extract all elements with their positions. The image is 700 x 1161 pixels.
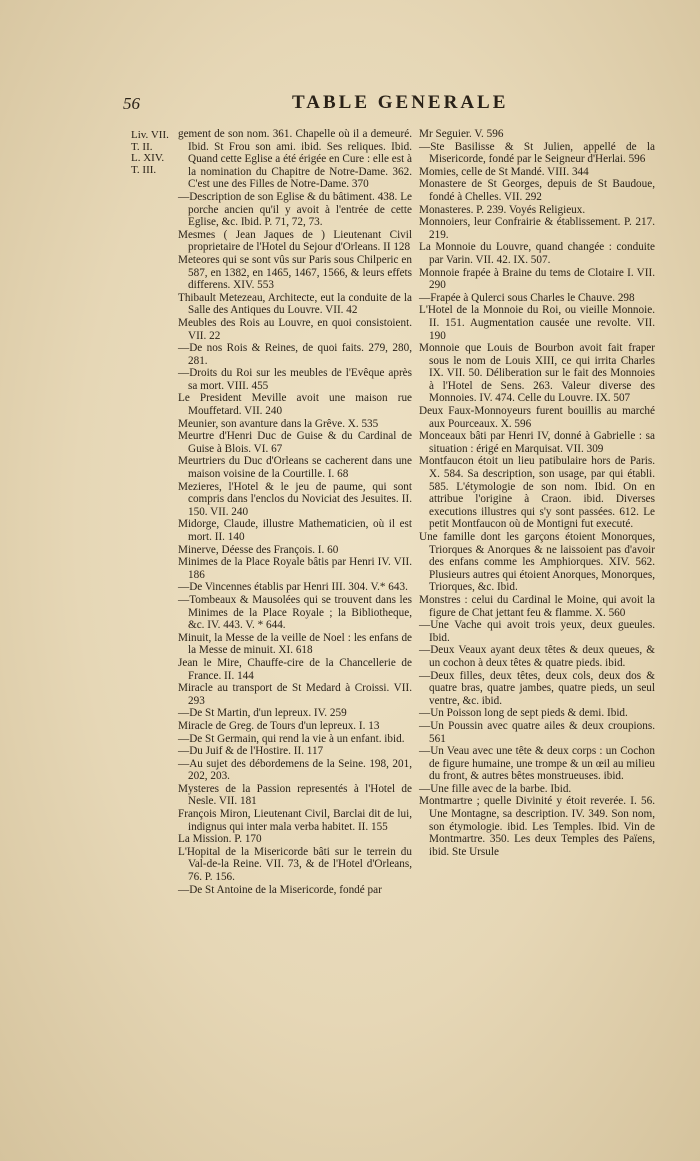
index-entry: —De Vincennes établis par Henri III. 304. V.* 643. xyxy=(178,581,408,594)
index-entry: —Une fille avec de la barbe. Ibid. xyxy=(419,782,572,795)
index-entry: —Au sujet des débordemens de la Seine. 198, 201, 202, 203. xyxy=(178,757,412,783)
index-entry: Montmartre ; quelle Divinité y étoit reverée. I. 56. Une Montagne, sa description. IV. 349. Son nom, son étymologie. ibid. Les Temples. Ibid. Vin de Montmartre. 350. Les deux Temples des Païens, ibid. Ste Ursule xyxy=(419,795,655,858)
index-entry: Monstres : celui du Cardinal le Moine, qui avoit la figure de Chat jettant feu & flamme. X. 560 xyxy=(419,593,655,619)
index-entry: —Un Poisson long de sept pieds & demi. Ibid. xyxy=(419,707,628,720)
index-entry: Momies, celle de St Mandé. VIII. 344 xyxy=(419,165,589,178)
index-entry: —Description de son Eglise & du bâtiment. 438. Le porche ancien qu'il y avoit à l'entrée de cette Eglise, &c. Ibid. P. 71, 72, 73. xyxy=(178,190,412,229)
index-entry: Meubles des Rois au Louvre, en quoi consistoient. VII. 22 xyxy=(178,316,412,342)
index-column-right xyxy=(419,128,655,858)
index-entry: —Tombeaux & Mausolées qui se trouvent dans les Minimes de la Place Royale ; la Bibliotheque, &c. IV. 443. V. * 644. xyxy=(178,593,412,632)
margin-note: Liv. VII. xyxy=(131,129,169,141)
index-entry: —Un Poussin avec quatre ailes & deux croupions. 561 xyxy=(419,719,655,745)
index-entry: L'Hotel de la Monnoie du Roi, ou vieille Monnoie. II. 151. Augmentation causée une revolte. VII. 190 xyxy=(419,304,655,342)
index-entry: Thibault Metezeau, Architecte, eut la conduite de la Salle des Antiques du Louvre. VII. 42 xyxy=(178,291,412,317)
index-entry: L'Hopital de la Misericorde bâti sur le terrein du Val-de-la Reine. VII. 73, & de l'Hotel d'Orleans, 76. P. 156. xyxy=(178,845,412,884)
index-entry: —De St Martin, d'un lepreux. IV. 259 xyxy=(178,707,347,720)
index-entry: —Frapée à Qulerci sous Charles le Chauve. 298 xyxy=(419,291,635,304)
index-entry: Mezieres, l'Hotel & le jeu de paume, qui sont compris dans l'enclos du Noviciat des Jesuites. II. 150. VII. 240 xyxy=(178,480,412,518)
index-entry: Jean le Mire, Chauffe-cire de la Chancellerie de France. II. 144 xyxy=(178,656,412,682)
margin-note: L. XIV. xyxy=(131,152,165,164)
index-entry: Monnoie que Louis de Bourbon avoit fait fraper sous le nom de Louis XIII, ce qui irrita Charles IX. VII. 50. Déliberation sur le fait des Monnoies à l'Hotel de Sens. 263. Valeur diverse des Monnoies. IV. 474. Celle du Louvre. IX. 507 xyxy=(419,342,655,405)
index-entry: Miracle de Greg. de Tours d'un lepreux. I. 13 xyxy=(178,719,380,732)
index-entry: —De St Antoine de la Misericorde, fondé par xyxy=(178,883,382,896)
index-entry: —Du Juif & de l'Hostire. II. 117 xyxy=(178,745,324,758)
index-entry: —Un Veau avec une tête & deux corps : un Cochon de figure humaine, une trompe & un œil au milieu du front, & autres bêtes monstrueuses. ibid. xyxy=(419,745,655,783)
index-entry: —De nos Rois & Reines, de quoi faits. 279, 280, 281. xyxy=(178,342,412,367)
index-entry: Minerve, Déesse des François. I. 60 xyxy=(178,543,339,556)
index-entry: —De St Germain, qui rend la vie à un enfant. ibid. xyxy=(178,732,405,745)
index-entry: Le President Meville avoit une maison rue Mouffetard. VII. 240 xyxy=(178,392,412,418)
index-entry: Monnoie frapée à Braine du tems de Clotaire I. VII. 290 xyxy=(419,266,655,292)
index-entry: Monastere de St Georges, depuis de St Baudoue, fondé à Chelles. VII. 292 xyxy=(419,178,655,203)
index-entry: La Monnoie du Louvre, quand changée : conduite par Varin. VII. 42. IX. 507. xyxy=(419,241,655,266)
margin-note: T. II. xyxy=(131,140,153,153)
index-entry: Meteores qui se sont vûs sur Paris sous Chilperic en 587, en 1382, en 1465, 1467, 1566, & leurs effets differens. XIV. 553 xyxy=(178,253,412,292)
index-entry: Miracle au transport de St Medard à Croissi. VII. 293 xyxy=(178,682,412,707)
index-entry: —Une Vache qui avoit trois yeux, deux gueules. Ibid. xyxy=(419,619,655,644)
index-entry: Monasteres. P. 239. Voyés Religieux. xyxy=(419,203,586,216)
index-entry: Une famille dont les garçons étoient Monorques, Triorques & Anorques & ne laissoient pas d'avoir des enfans comme les Amphiorques. XIV. 562. Plusieurs autres qui étoient Anorques, Monorques, Triorques, &c. Ibid. xyxy=(419,531,655,594)
index-entry: Monnoiers, leur Confrairie & établissement. P. 217. 219. xyxy=(419,216,655,241)
index-entry: Meunier, son avanture dans la Grêve. X. 535 xyxy=(178,417,379,430)
index-entry: —Deux filles, deux têtes, deux cols, deux dos & quatre bras, quatre jambes, quatre pieds, un seul ventre, &c. ibid. xyxy=(419,669,655,707)
index-entry: —Ste Basilisse & St Julien, appellé de la Misericorde, fondé par le Seigneur d'Herlai. 596 xyxy=(419,140,655,166)
index-entry: Mysteres de la Passion representés à l'Hotel de Nesle. VII. 181 xyxy=(178,782,412,808)
index-entry: François Miron, Lieutenant Civil, Barclai dit de lui, indignus qui inter mala verba habitet. II. 155 xyxy=(178,808,412,833)
index-entry: Mr Seguier. V. 596 xyxy=(419,128,504,140)
page-header xyxy=(0,92,700,122)
index-entry: —Droits du Roi sur les meubles de l'Evêque après sa mort. VIII. 455 xyxy=(178,367,412,392)
index-entry: La Mission. P. 170 xyxy=(178,833,262,846)
index-entry: Montfaucon étoit un lieu patibulaire hors de Paris. X. 584. Sa description, son usage, par qui établi. 585. L'étymologie de son nom. Ibid. On en attribue l'origine à Craon. ibid. Diverses executions illustres qui s'y sont passées. 612. Le petit Montfaucon où de Montigni fut executé. xyxy=(419,455,655,531)
index-entry: Monceaux bâti par Henri IV, donné à Gabrielle : sa situation : érigé en Marquisat. VII. 309 xyxy=(419,430,655,455)
margin-note: T. III. xyxy=(131,163,157,176)
index-entry: —Deux Veaux ayant deux têtes & deux queues, & un cochon à deux têtes & quatre pieds. ibid. xyxy=(419,644,655,669)
index-entry: Minuit, la Messe de la veille de Noel : les enfans de la Messe de minuit. XI. 618 xyxy=(178,631,412,657)
index-entry: Mesmes ( Jean Jaques de ) Lieutenant Civil proprietaire de l'Hotel du Sejour d'Orleans. II 128 xyxy=(178,228,412,254)
page-number: 56 xyxy=(123,94,140,113)
index-entry: Minimes de la Place Royale bâtis par Henri IV. VII. 186 xyxy=(178,556,412,581)
index-entry: Midorge, Claude, illustre Mathematicien, où il est mort. II. 140 xyxy=(178,518,412,543)
index-column-left xyxy=(178,128,412,896)
running-title: TABLE GENERALE xyxy=(292,92,509,113)
index-entry: Meurtre d'Henri Duc de Guise & du Cardinal de Guise à Blois. VI. 67 xyxy=(178,430,412,455)
index-entry: gement de son nom. 361. Chapelle où il a demeuré. Ibid. St Frou son ami. ibid. Ses reliques. Ibid. Quand cette Eglise a été érigée en Cure : elle est à la nomination du Chapitre de Notre-Dame. 362. C'est une des Filles de Notre-Dame. 370 xyxy=(178,128,412,191)
index-entry: Deux Faux-Monnoyeurs furent bouillis au marché aux Pourceaux. X. 596 xyxy=(419,405,655,430)
index-entry: Meurtriers du Duc d'Orleans se cacherent dans une maison voisine de la Courtille. I. 68 xyxy=(178,455,412,481)
